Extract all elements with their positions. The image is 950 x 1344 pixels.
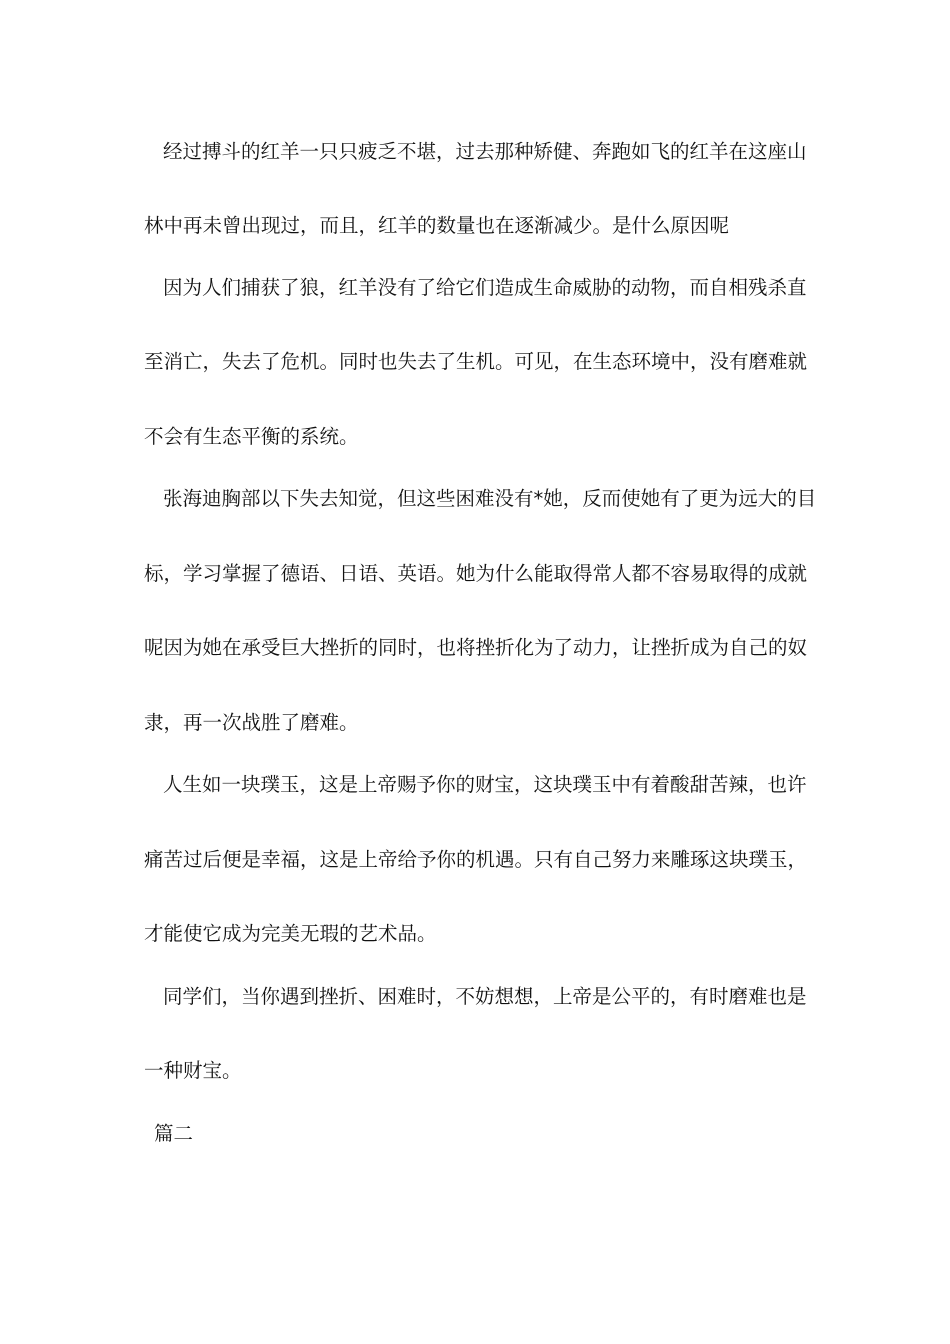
paragraph-3-line-4: 隶，再一次战胜了磨难。 — [144, 711, 359, 734]
paragraph-4-line-3: 才能使它成为完美无瑕的艺术品。 — [144, 922, 437, 945]
paragraph-3-line-1: 张海迪胸部以下失去知觉，但这些困难没有*她，反而使她有了更为远大的目 — [163, 487, 817, 510]
paragraph-2-line-2: 至消亡，失去了危机。同时也失去了生机。可见，在生态环境中，没有磨难就 — [144, 350, 808, 373]
paragraph-2-line-1: 因为人们捕获了狼，红羊没有了给它们造成生命威胁的动物，而自相残杀直 — [163, 276, 807, 299]
paragraph-1-line-2: 林中再未曾出现过，而且，红羊的数量也在逐渐减少。是什么原因呢 — [144, 214, 730, 237]
paragraph-4-line-1: 人生如一块璞玉，这是上帝赐予你的财宝，这块璞玉中有着酸甜苦辣，也许 — [163, 773, 807, 796]
paragraph-2-line-3: 不会有生态平衡的系统。 — [144, 425, 359, 448]
paragraph-5-line-2: 一种财宝。 — [144, 1059, 242, 1082]
paragraph-1-line-1: 经过搏斗的红羊一只只疲乏不堪，过去那种矫健、奔跑如飞的红羊在这座山 — [163, 140, 807, 163]
paragraph-4-line-2: 痛苦过后便是幸福，这是上帝给予你的机遇。只有自己努力来雕琢这块璞玉， — [144, 848, 808, 871]
paragraph-3-line-3: 呢因为她在承受巨大挫折的同时，也将挫折化为了动力，让挫折成为自己的奴 — [144, 636, 808, 659]
section-heading: 篇二 — [154, 1122, 194, 1145]
paragraph-3-line-2: 标，学习掌握了德语、日语、英语。她为什么能取得常人都不容易取得的成就 — [144, 562, 808, 585]
paragraph-5-line-1: 同学们，当你遇到挫折、困难时，不妨想想，上帝是公平的，有时磨难也是 — [163, 985, 807, 1008]
